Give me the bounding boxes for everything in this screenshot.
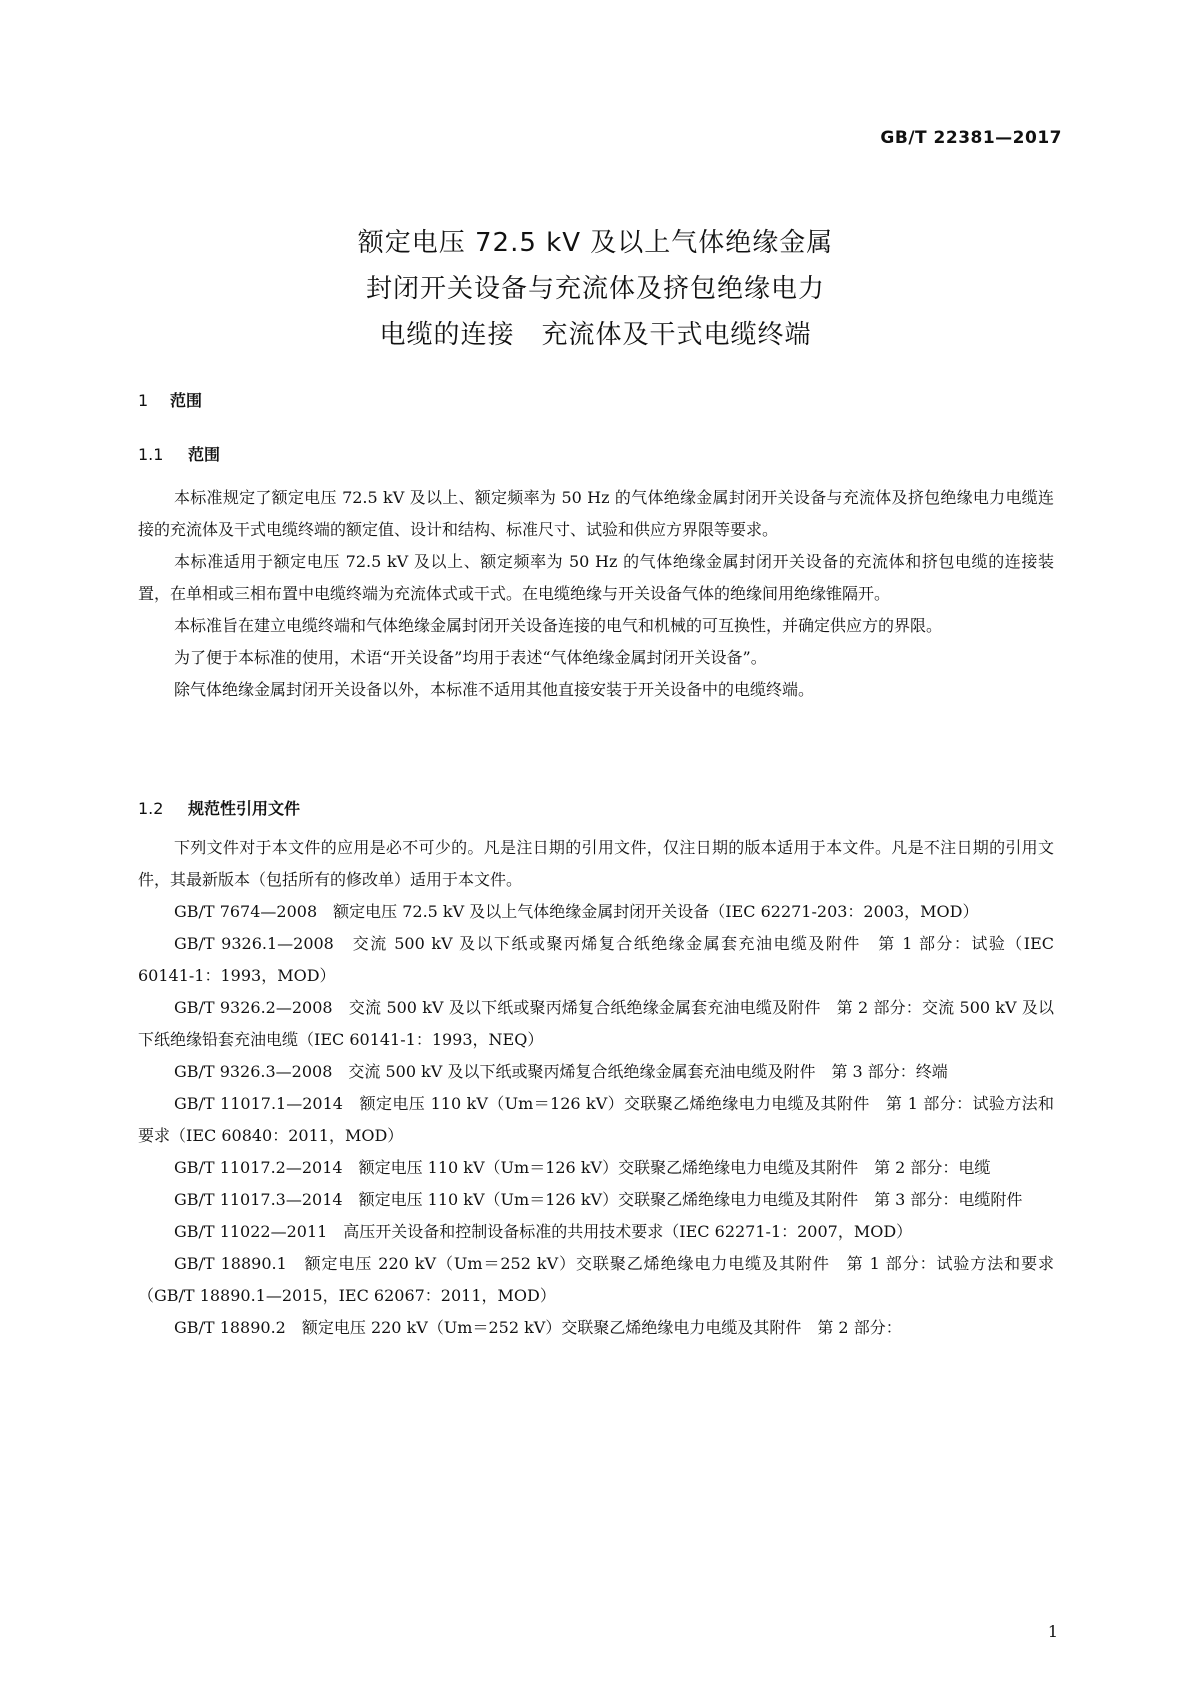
title-line-3: 电缆的连接 充流体及干式电缆终端 [379, 320, 812, 350]
reference-item: GB/T 9326.1—2008 交流 500 kV 及以下纸或聚丙烯复合纸绝缘金属套充油电缆及附件 第 1 部分：试验（IEC 60141-1：1993，MOD） [138, 934, 1054, 985]
paragraph: 除气体绝缘金属封闭开关设备以外，本标准不适用其他直接安装于开关设备中的电缆终端。 [174, 680, 815, 699]
section-number: 1 [138, 391, 149, 410]
reference-item: GB/T 11017.3—2014 额定电压 110 kV（Um＝126 kV）交联聚乙烯绝缘电力电缆及其附件 第 3 部分：电缆附件 [174, 1190, 1023, 1209]
reference-item: GB/T 7674—2008 额定电压 72.5 kV 及以上气体绝缘金属封闭开关设备（IEC 62271-203：2003，MOD） [174, 902, 979, 921]
page-number: 1 [1047, 1622, 1058, 1641]
section-1-1-heading [138, 442, 220, 465]
reference-item: GB/T 18890.1 额定电压 220 kV（Um＝252 kV）交联聚乙烯绝缘电力电缆及其附件 第 1 部分：试验方法和要求（GB/T 18890.1—2015，IEC 62067：2011，MOD） [138, 1254, 1054, 1305]
section-number: 1.2 [138, 799, 164, 818]
paragraph: 本标准适用于额定电压 72.5 kV 及以上、额定频率为 50 Hz 的气体绝缘金属封闭开关设备的充流体和挤包电缆的连接装置，在单相或三相布置中电缆终端为充流体式或干式。在电缆绝缘与开关设备气体的绝缘间用绝缘锥隔开。 [138, 552, 1054, 603]
standard-number: GB/T 22381—2017 [880, 128, 1062, 148]
title-line-2: 封闭开关设备与充流体及挤包绝缘电力 [365, 274, 825, 304]
normative-references [138, 832, 1054, 1344]
section-number: 1.1 [138, 445, 164, 464]
section-1-2-heading [138, 796, 300, 819]
section-title: 范围 [188, 445, 221, 464]
section-title: 范围 [170, 391, 203, 410]
title-line-1: 额定电压 72.5 kV 及以上气体绝缘金属 [357, 228, 834, 258]
paragraph: 为了便于本标准的使用，术语“开关设备”均用于表述“气体绝缘金属封闭开关设备”。 [174, 648, 767, 667]
reference-item: GB/T 9326.2—2008 交流 500 kV 及以下纸或聚丙烯复合纸绝缘金属套充油电缆及附件 第 2 部分：交流 500 kV 及以下纸绝缘铅套充油电缆（IEC 60141-1：1993，NEQ） [138, 998, 1054, 1049]
document-title [0, 220, 1191, 358]
paragraph: 本标准规定了额定电压 72.5 kV 及以上、额定频率为 50 Hz 的气体绝缘金属封闭开关设备与充流体及挤包绝缘电力电缆连接的充流体及干式电缆终端的额定值、设计和结构、标准尺寸、试验和供应方界限等要求。 [138, 488, 1054, 539]
reference-item: GB/T 18890.2 额定电压 220 kV（Um＝252 kV）交联聚乙烯绝缘电力电缆及其附件 第 2 部分： [174, 1318, 902, 1337]
references-intro: 下列文件对于本文件的应用是必不可少的。凡是注日期的引用文件，仅注日期的版本适用于本文件。凡是不注日期的引用文件，其最新版本（包括所有的修改单）适用于本文件。 [138, 838, 1054, 889]
reference-item: GB/T 11017.2—2014 额定电压 110 kV（Um＝126 kV）交联聚乙烯绝缘电力电缆及其附件 第 2 部分：电缆 [174, 1158, 991, 1177]
reference-item: GB/T 9326.3—2008 交流 500 kV 及以下纸或聚丙烯复合纸绝缘金属套充油电缆及附件 第 3 部分：终端 [174, 1062, 948, 1081]
section-1-heading [138, 388, 202, 411]
section-title: 规范性引用文件 [188, 799, 301, 818]
paragraph: 本标准旨在建立电缆终端和气体绝缘金属封闭开关设备连接的电气和机械的可互换性，并确定供应方的界限。 [174, 616, 943, 635]
reference-item: GB/T 11022—2011 高压开关设备和控制设备标准的共用技术要求（IEC 62271-1：2007，MOD） [174, 1222, 913, 1241]
reference-item: GB/T 11017.1—2014 额定电压 110 kV（Um＝126 kV）交联聚乙烯绝缘电力电缆及其附件 第 1 部分：试验方法和要求（IEC 60840：2011，MOD） [138, 1094, 1054, 1145]
scope-paragraphs [138, 482, 1054, 706]
